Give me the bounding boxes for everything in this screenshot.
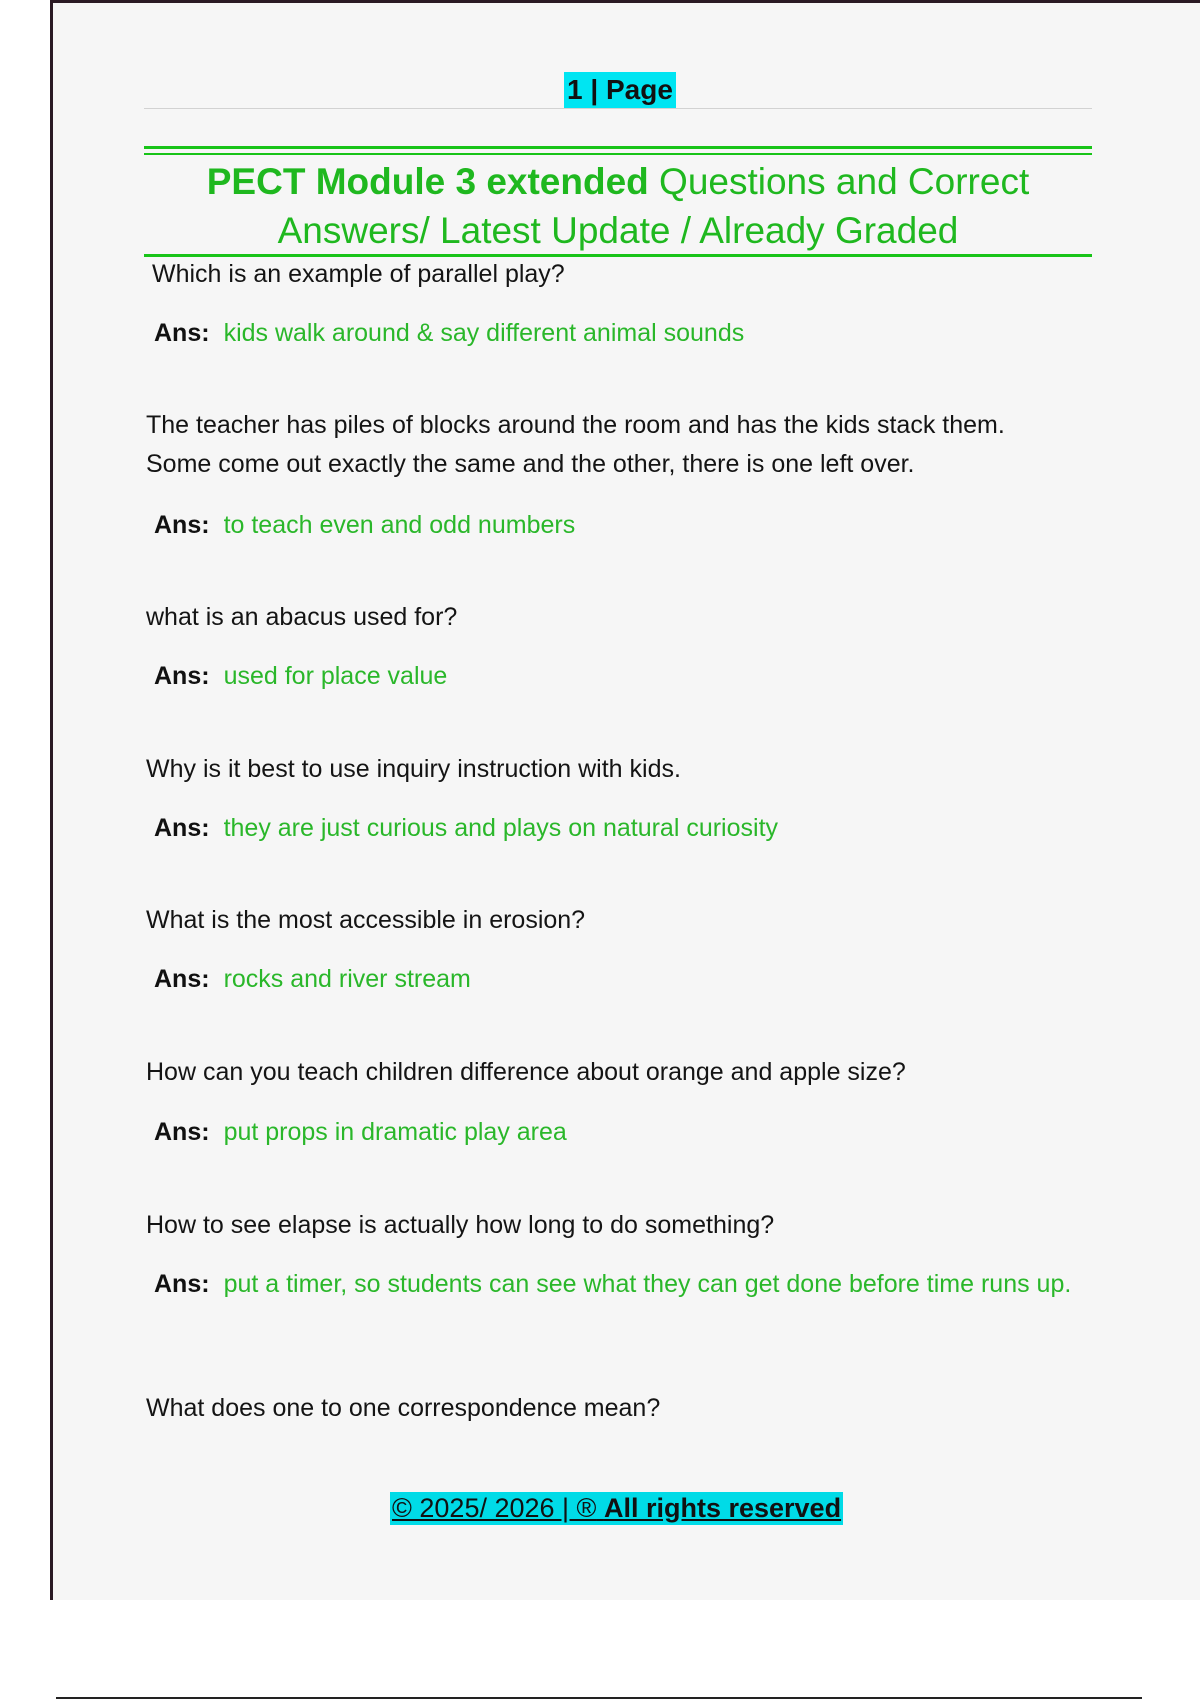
answer-label: Ans: (154, 965, 210, 993)
answer-text: they are just curious and plays on natural curiosity (223, 814, 779, 842)
copyright-footer (390, 1492, 843, 1525)
question-2 (146, 406, 1086, 484)
answer-text: put props in dramatic play area (223, 1118, 567, 1146)
answer-7 (146, 1267, 1086, 1301)
answer-4 (146, 811, 1086, 845)
question-5: What is the most accessible in erosion? (146, 906, 586, 934)
document-title (144, 157, 1092, 255)
answer-text: used for place value (223, 662, 448, 690)
title-line1-rest: Questions and Correct (648, 161, 1030, 202)
title-top-rule (144, 146, 1092, 149)
footer-years: © 2025/ 2026 | ® (392, 1493, 597, 1523)
page-number-label: 1 | Page (564, 72, 676, 108)
title-bold-part: PECT Module 3 extended (206, 161, 649, 202)
answer-label: Ans: (154, 814, 210, 842)
question-8: What does one to one correspondence mean? (146, 1394, 661, 1422)
answer-label: Ans: (154, 1118, 210, 1146)
answer-6 (146, 1115, 1086, 1149)
answer-2 (146, 508, 1086, 542)
answer-label: Ans: (154, 1270, 210, 1298)
answer-label: Ans: (154, 662, 210, 690)
title-top-rule-thin (144, 153, 1092, 155)
answer-text: kids walk around & say different animal sounds (223, 319, 745, 347)
question-2-line2: Some come out exactly the same and the other, there is one left over. (146, 450, 915, 478)
title-line2: Answers/ Latest Update / Already Graded (277, 210, 959, 251)
question-7: How to see elapse is actually how long to do something? (146, 1211, 775, 1239)
question-1: Which is an example of parallel play? (152, 260, 565, 288)
answer-label: Ans: (154, 511, 210, 539)
answer-text: rocks and river stream (223, 965, 471, 993)
page-bottom-rule (56, 1697, 1142, 1699)
answer-text: put a timer, so students can see what they can get done before time runs up. (223, 1270, 1072, 1298)
answer-3 (146, 659, 1086, 693)
header-divider (144, 108, 1092, 109)
footer-rights: All rights reserved (603, 1493, 842, 1523)
answer-label: Ans: (154, 319, 210, 347)
answer-5 (146, 962, 1086, 996)
question-4: Why is it best to use inquiry instruction with kids. (146, 755, 681, 783)
question-2-line1: The teacher has piles of blocks around the room and has the kids stack them. (146, 411, 1005, 439)
question-6: How can you teach children difference about orange and apple size? (146, 1058, 906, 1086)
question-3: what is an abacus used for? (146, 603, 458, 631)
answer-text: to teach even and odd numbers (223, 511, 576, 539)
answer-1 (146, 316, 1086, 350)
